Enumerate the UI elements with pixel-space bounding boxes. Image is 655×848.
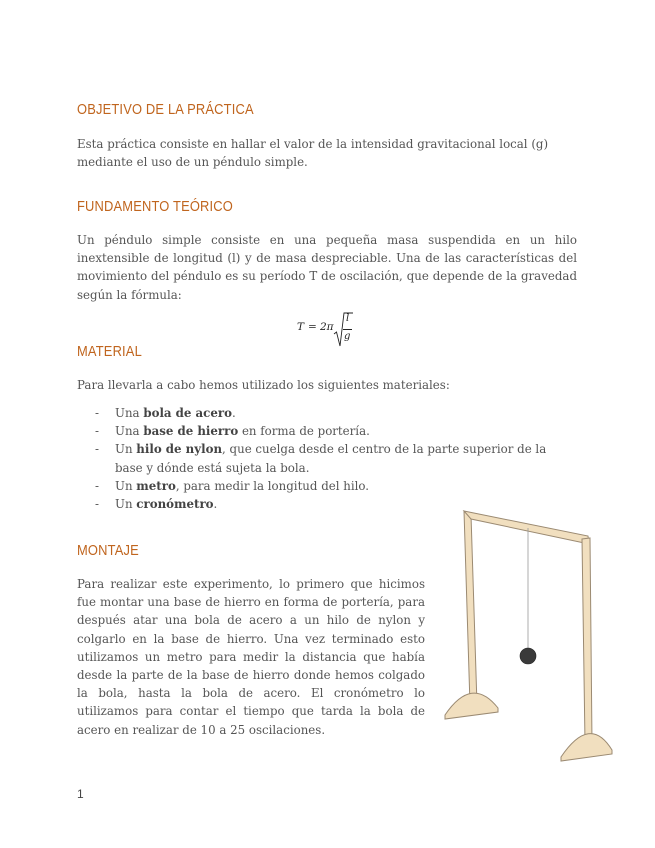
steel-ball bbox=[520, 648, 536, 664]
page-number: 1 bbox=[77, 787, 84, 801]
list-dash: - bbox=[95, 497, 99, 512]
list-item bbox=[95, 477, 565, 495]
text-material-intro: Para llevarla a cabo hemos utilizado los siguientes materiales: bbox=[77, 378, 450, 392]
item-text-bold: hilo de nylon bbox=[136, 442, 223, 457]
item-text-bold: metro bbox=[136, 478, 176, 493]
formula-coefficient: 2π bbox=[320, 321, 334, 333]
formula-equals: = bbox=[308, 321, 317, 333]
list-dash: - bbox=[95, 424, 99, 439]
formula-numerator: l bbox=[346, 313, 350, 324]
item-text-post: . bbox=[231, 406, 236, 420]
item-text-post: . bbox=[213, 497, 218, 512]
text-fundamento: Un péndulo simple consiste en una pequeña masa suspendida en un hilo inextensible de longitud (l) y de masa despreciable. Una de las características del movimiento del péndulo es su período T de oscilación, que depende de la gravedad según la fórmula: bbox=[77, 233, 577, 302]
material-list bbox=[95, 404, 565, 513]
item-text-bold: bola de acero bbox=[143, 406, 232, 420]
item-text-pre: Una bbox=[115, 406, 144, 420]
text-montaje: Para realizar este experimento, lo primero que hicimos fue montar una base de hierro en forma de portería, para después atar una bola de acero a un hilo de nylon y colgarlo en la base de hierro. Una vez terminado esto utilizamos un metro para medir la distancia que había desde la parte de la base de hierro donde hemos colgado la bola, hasta la bola de acero. El cronómetro lo utilizamos para contar el tiempo que tarda la bola de acero en realizar de 10 a 25 oscilaciones. bbox=[77, 577, 425, 737]
list-item bbox=[95, 422, 565, 440]
frame-right-foot bbox=[561, 734, 612, 761]
frame-right-post bbox=[582, 538, 592, 743]
formula-denominator: g bbox=[344, 331, 351, 342]
item-text-pre: Un bbox=[115, 478, 137, 493]
item-text-post: , que cuelga desde el centro de la parte superior de la base y dónde está sujeta la bola. bbox=[115, 442, 547, 475]
formula-lhs: T bbox=[297, 321, 305, 333]
list-dash: - bbox=[95, 406, 99, 420]
pendulum-illustration bbox=[440, 505, 620, 767]
item-text-pre: Una bbox=[115, 424, 144, 439]
item-text-post: , para medir la longitud del hilo. bbox=[175, 478, 370, 493]
frame-left-foot bbox=[445, 693, 498, 719]
list-item bbox=[95, 440, 565, 476]
list-dash: - bbox=[95, 442, 99, 457]
frame-top-beam bbox=[464, 511, 589, 544]
frame-left-post bbox=[464, 511, 477, 705]
heading-fundamento: FUNDAMENTO TEÓRICO bbox=[77, 198, 233, 215]
list-dash: - bbox=[95, 478, 99, 493]
text-objetivo: Esta práctica consiste en hallar el valor de la intensidad gravitacional local (g) mediante el uso de un péndulo simple. bbox=[77, 137, 549, 170]
item-text-bold: cronómetro bbox=[136, 497, 214, 512]
heading-objetivo: OBJETIVO DE LA PRÁCTICA bbox=[77, 101, 254, 118]
heading-montaje: MONTAJE bbox=[77, 542, 139, 559]
item-text-pre: Un bbox=[115, 497, 137, 512]
heading-material: MATERIAL bbox=[77, 343, 142, 360]
fraction-bar bbox=[343, 329, 352, 330]
list-item bbox=[95, 404, 565, 422]
pendulum-formula bbox=[297, 312, 357, 348]
square-root-sign bbox=[333, 312, 353, 348]
item-text-post: en forma de portería. bbox=[238, 424, 370, 439]
item-text-pre: Un bbox=[115, 442, 137, 457]
item-text-bold: base de hierro bbox=[143, 424, 239, 439]
